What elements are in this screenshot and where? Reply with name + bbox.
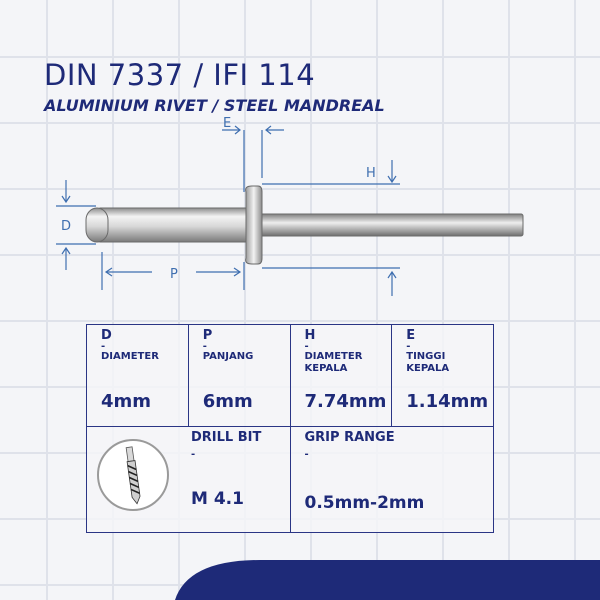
spec-cell-head-height bbox=[392, 325, 494, 427]
spec-label: TINGGI bbox=[406, 351, 446, 362]
spec-value-head-height: 1.14mm bbox=[406, 391, 489, 412]
spec-cell-diameter bbox=[87, 325, 189, 427]
spec-label: KEPALA bbox=[406, 363, 450, 374]
spec-table bbox=[86, 324, 494, 533]
spec-dash: - bbox=[304, 449, 309, 460]
mandrel bbox=[255, 214, 523, 236]
spec-dash: - bbox=[304, 341, 309, 352]
dimension-e bbox=[222, 126, 284, 192]
spec-cell-drill-bit bbox=[87, 427, 291, 533]
spec-label: DIAMETER bbox=[304, 351, 363, 362]
footer-swoosh bbox=[0, 540, 600, 600]
spec-code: H bbox=[304, 328, 316, 343]
spec-cell-head-diameter bbox=[290, 325, 392, 427]
grip-range-value: 0.5mm-2mm bbox=[304, 493, 425, 513]
label-p: P bbox=[170, 267, 178, 282]
spec-cell-grip-range bbox=[290, 427, 494, 533]
spec-code: E bbox=[406, 328, 416, 343]
spec-value-head-diameter: 7.74mm bbox=[304, 391, 387, 412]
spec-label: KEPALA bbox=[304, 363, 348, 374]
spec-code: P bbox=[202, 328, 213, 343]
rivet-bulb bbox=[86, 208, 108, 242]
spec-cell-length bbox=[188, 325, 290, 427]
spec-value-length: 6mm bbox=[202, 391, 253, 412]
drill-bit-value: M 4.1 bbox=[191, 489, 244, 509]
spec-value-diameter: 4mm bbox=[101, 391, 152, 412]
spec-dash: - bbox=[101, 341, 106, 352]
drill-bit-icon bbox=[97, 439, 169, 511]
product-title: DIN 7337 / IFI 114 bbox=[44, 58, 316, 92]
rivet-body bbox=[92, 208, 248, 242]
product-subtitle: ALUMINIUM RIVET / STEEL MANDREAL bbox=[44, 96, 385, 115]
rivet-flange bbox=[246, 186, 262, 264]
label-h: H bbox=[366, 166, 376, 181]
grip-range-label: GRIP RANGE bbox=[304, 430, 395, 445]
spec-dash: - bbox=[406, 341, 411, 352]
spec-label: DIAMETER bbox=[101, 351, 159, 362]
drill-bit-label: DRILL BIT bbox=[191, 430, 262, 445]
label-d: D bbox=[61, 219, 72, 234]
spec-dash: - bbox=[191, 449, 196, 460]
label-e: E bbox=[223, 116, 232, 131]
spec-code: D bbox=[101, 328, 112, 343]
spec-label: PANJANG bbox=[202, 351, 254, 362]
spec-dash: - bbox=[202, 341, 207, 352]
